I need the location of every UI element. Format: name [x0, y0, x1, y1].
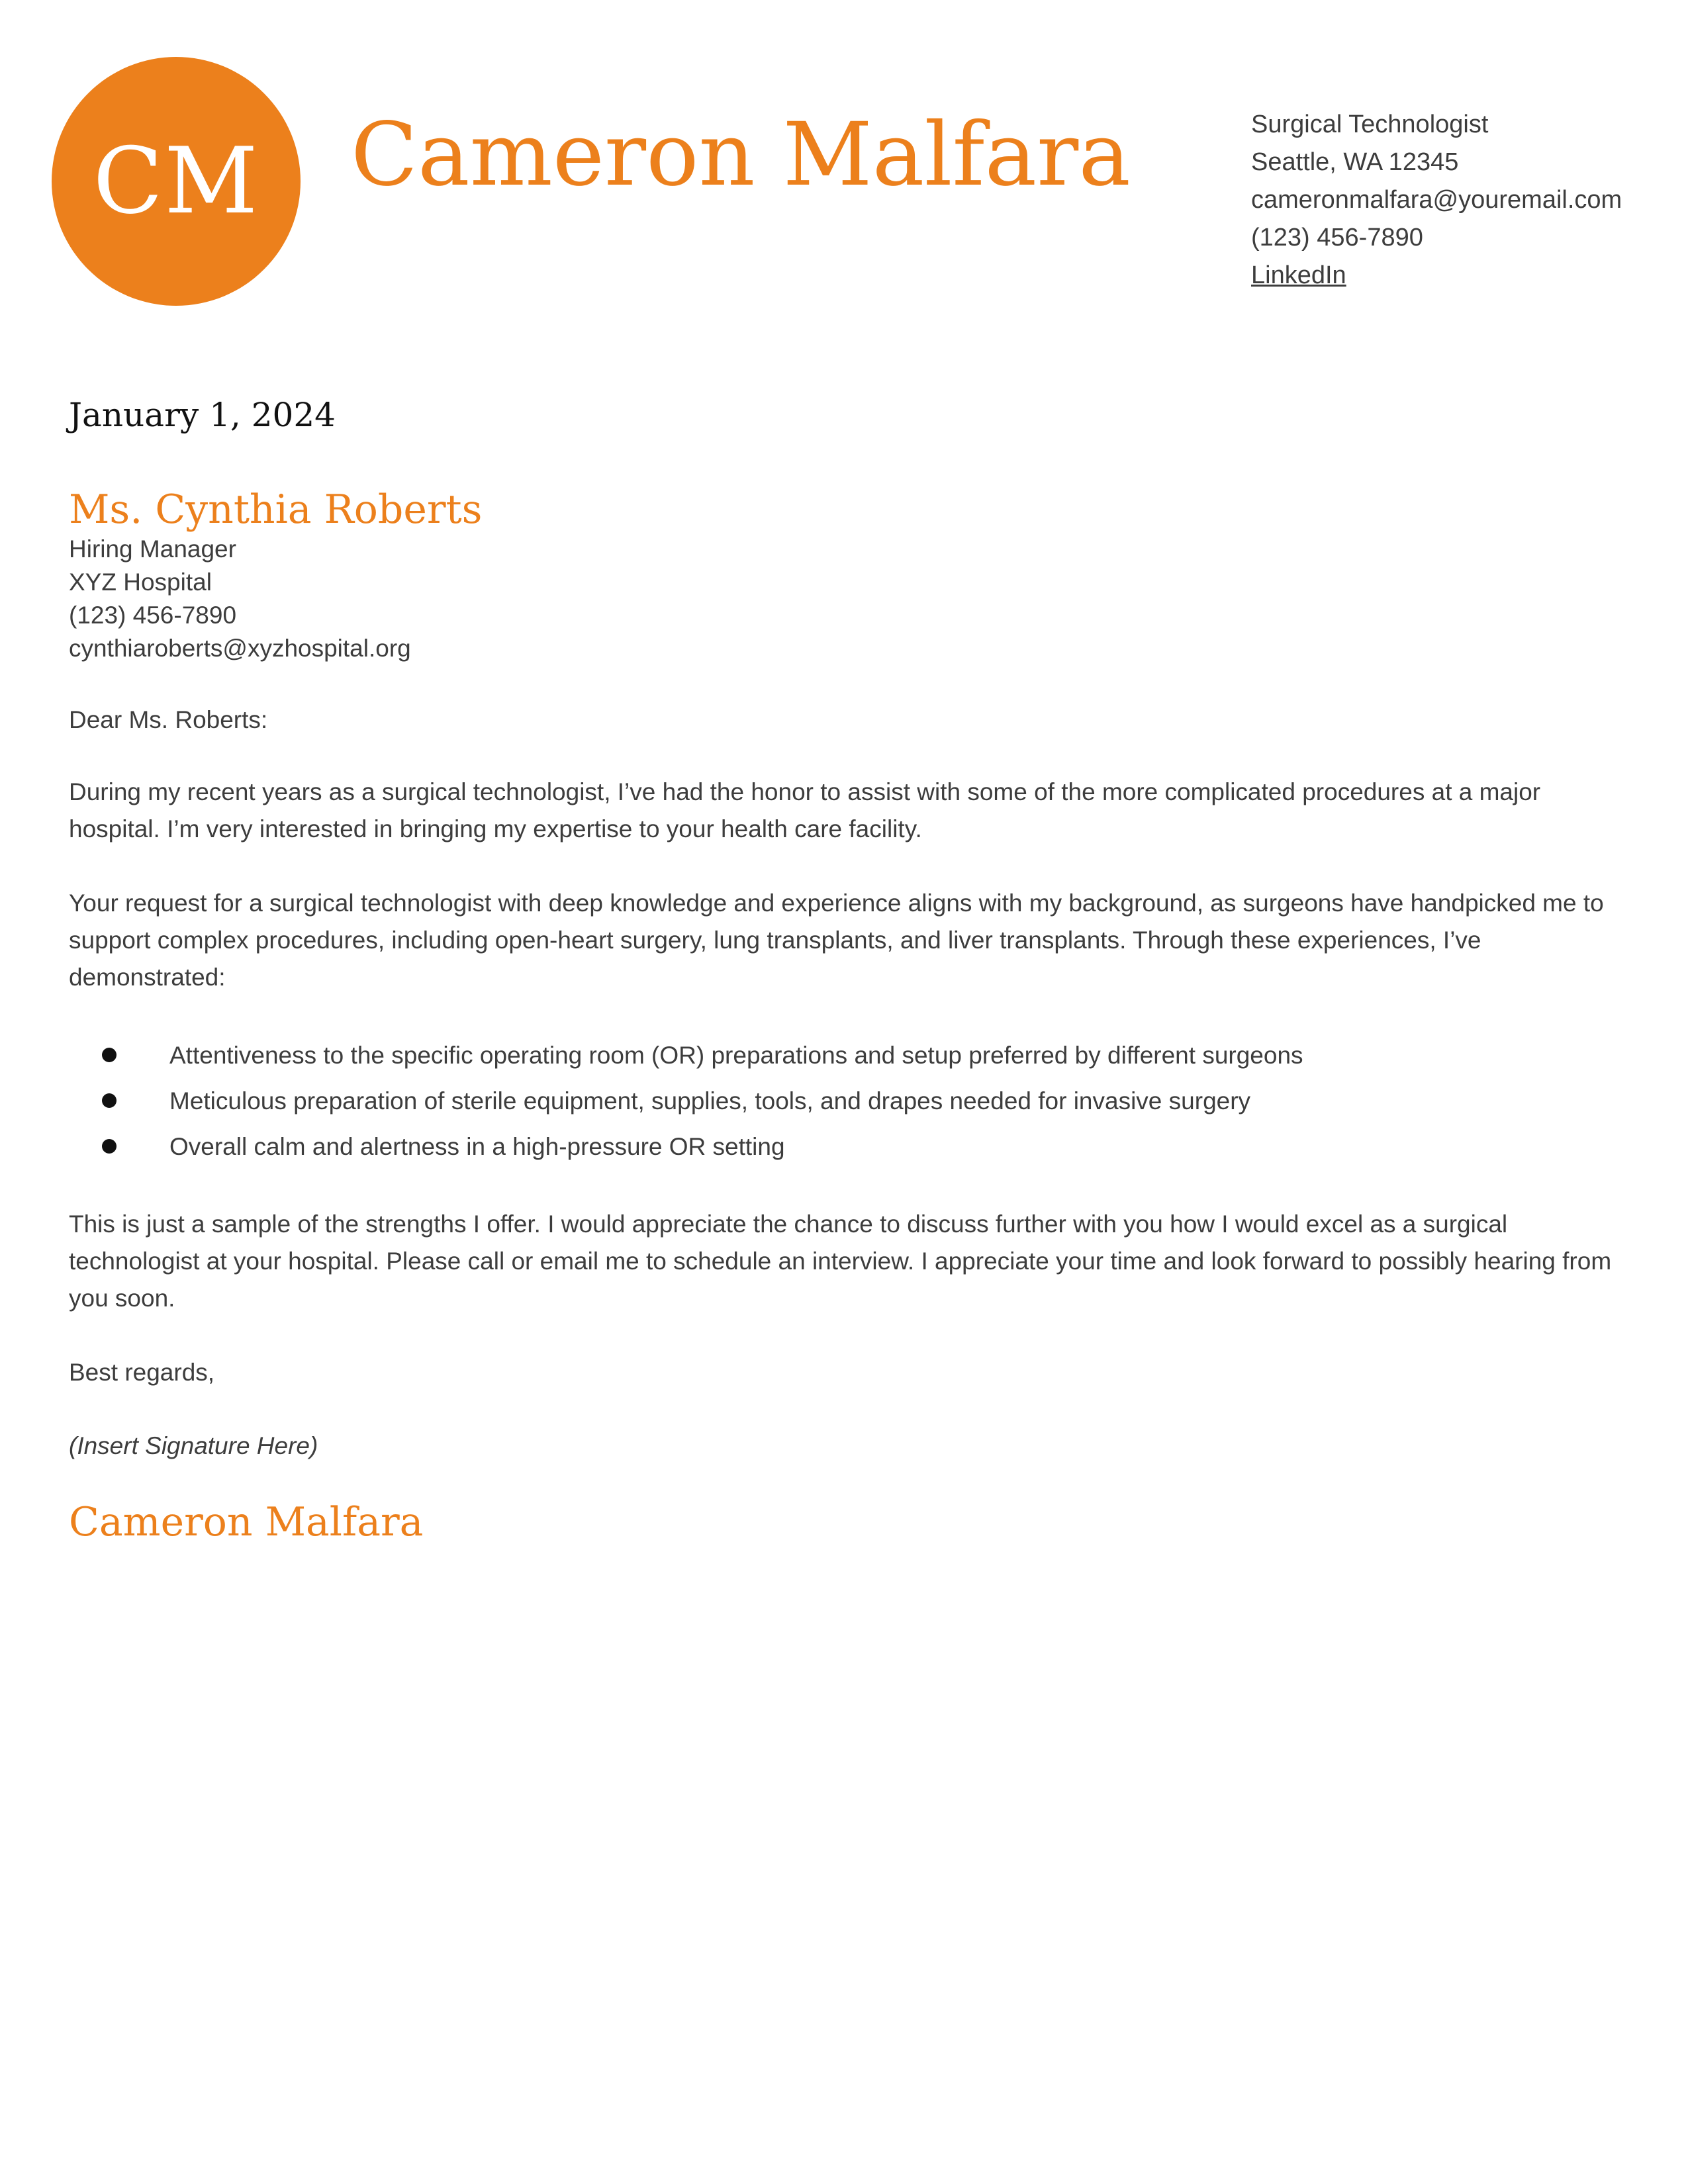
- bullet-icon: [102, 1093, 117, 1108]
- list-item: [99, 1128, 1622, 1174]
- recipient-details: [69, 533, 411, 665]
- salutation: Dear Ms. Roberts:: [69, 706, 268, 733]
- letter-date: January 1, 2024: [69, 396, 336, 434]
- list-item-text: Meticulous preparation of sterile equipment, supplies, tools, and drapes needed for invasive surgery: [169, 1087, 1251, 1115]
- recipient-email: cynthiaroberts@xyzhospital.org: [69, 635, 411, 662]
- recipient-title: Hiring Manager: [69, 535, 236, 563]
- strengths-list: [99, 1037, 1622, 1174]
- closing: Best regards,: [69, 1359, 215, 1386]
- location: Seattle, WA 12345: [1251, 148, 1459, 176]
- monogram-initials: CM: [93, 128, 259, 234]
- signature-placeholder: (Insert Signature Here): [69, 1432, 318, 1459]
- list-item: [99, 1083, 1622, 1128]
- list-item: [99, 1037, 1622, 1083]
- email: cameronmalfara@youremail.com: [1251, 186, 1622, 214]
- paragraph-closing: This is just a sample of the strengths I offer. I would appreciate the chance to discuss further with you how I would excel as a surgical technologist at your hospital. Please call or email me to schedule an interview. I appreciate your time and look forward to possibly hearing from you soon.: [69, 1210, 1612, 1312]
- header-name: Cameron Malfara: [351, 104, 1131, 206]
- paragraph-experience: Your request for a surgical technologist with deep knowledge and experience aligns with my background, as surgeons have handpicked me to support complex procedures, including open-heart surgery, lung transplants, and liver transplants. Through these experiences, I’ve demonstrated:: [69, 889, 1604, 991]
- signer-name: Cameron Malfara: [69, 1499, 424, 1545]
- bullet-icon: [102, 1048, 117, 1062]
- job-title: Surgical Technologist: [1251, 111, 1489, 138]
- linkedin-link[interactable]: LinkedIn: [1251, 261, 1346, 289]
- list-item-text: Attentiveness to the specific operating room (OR) preparations and setup preferred by different surgeons: [169, 1042, 1303, 1069]
- paragraph-intro: During my recent years as a surgical technologist, I’ve had the honor to assist with some of the more complicated procedures at a major hospital. I’m very interested in bringing my expertise to your health care facility.: [69, 778, 1541, 842]
- recipient-name: Ms. Cynthia Roberts: [69, 486, 483, 533]
- recipient-company: XYZ Hospital: [69, 569, 212, 596]
- contact-block: [1251, 106, 1662, 295]
- recipient-phone: (123) 456-7890: [69, 602, 237, 629]
- monogram-badge: [52, 57, 301, 306]
- phone: (123) 456-7890: [1251, 224, 1423, 251]
- list-item-text: Overall calm and alertness in a high-pressure OR setting: [169, 1133, 785, 1160]
- bullet-icon: [102, 1139, 117, 1154]
